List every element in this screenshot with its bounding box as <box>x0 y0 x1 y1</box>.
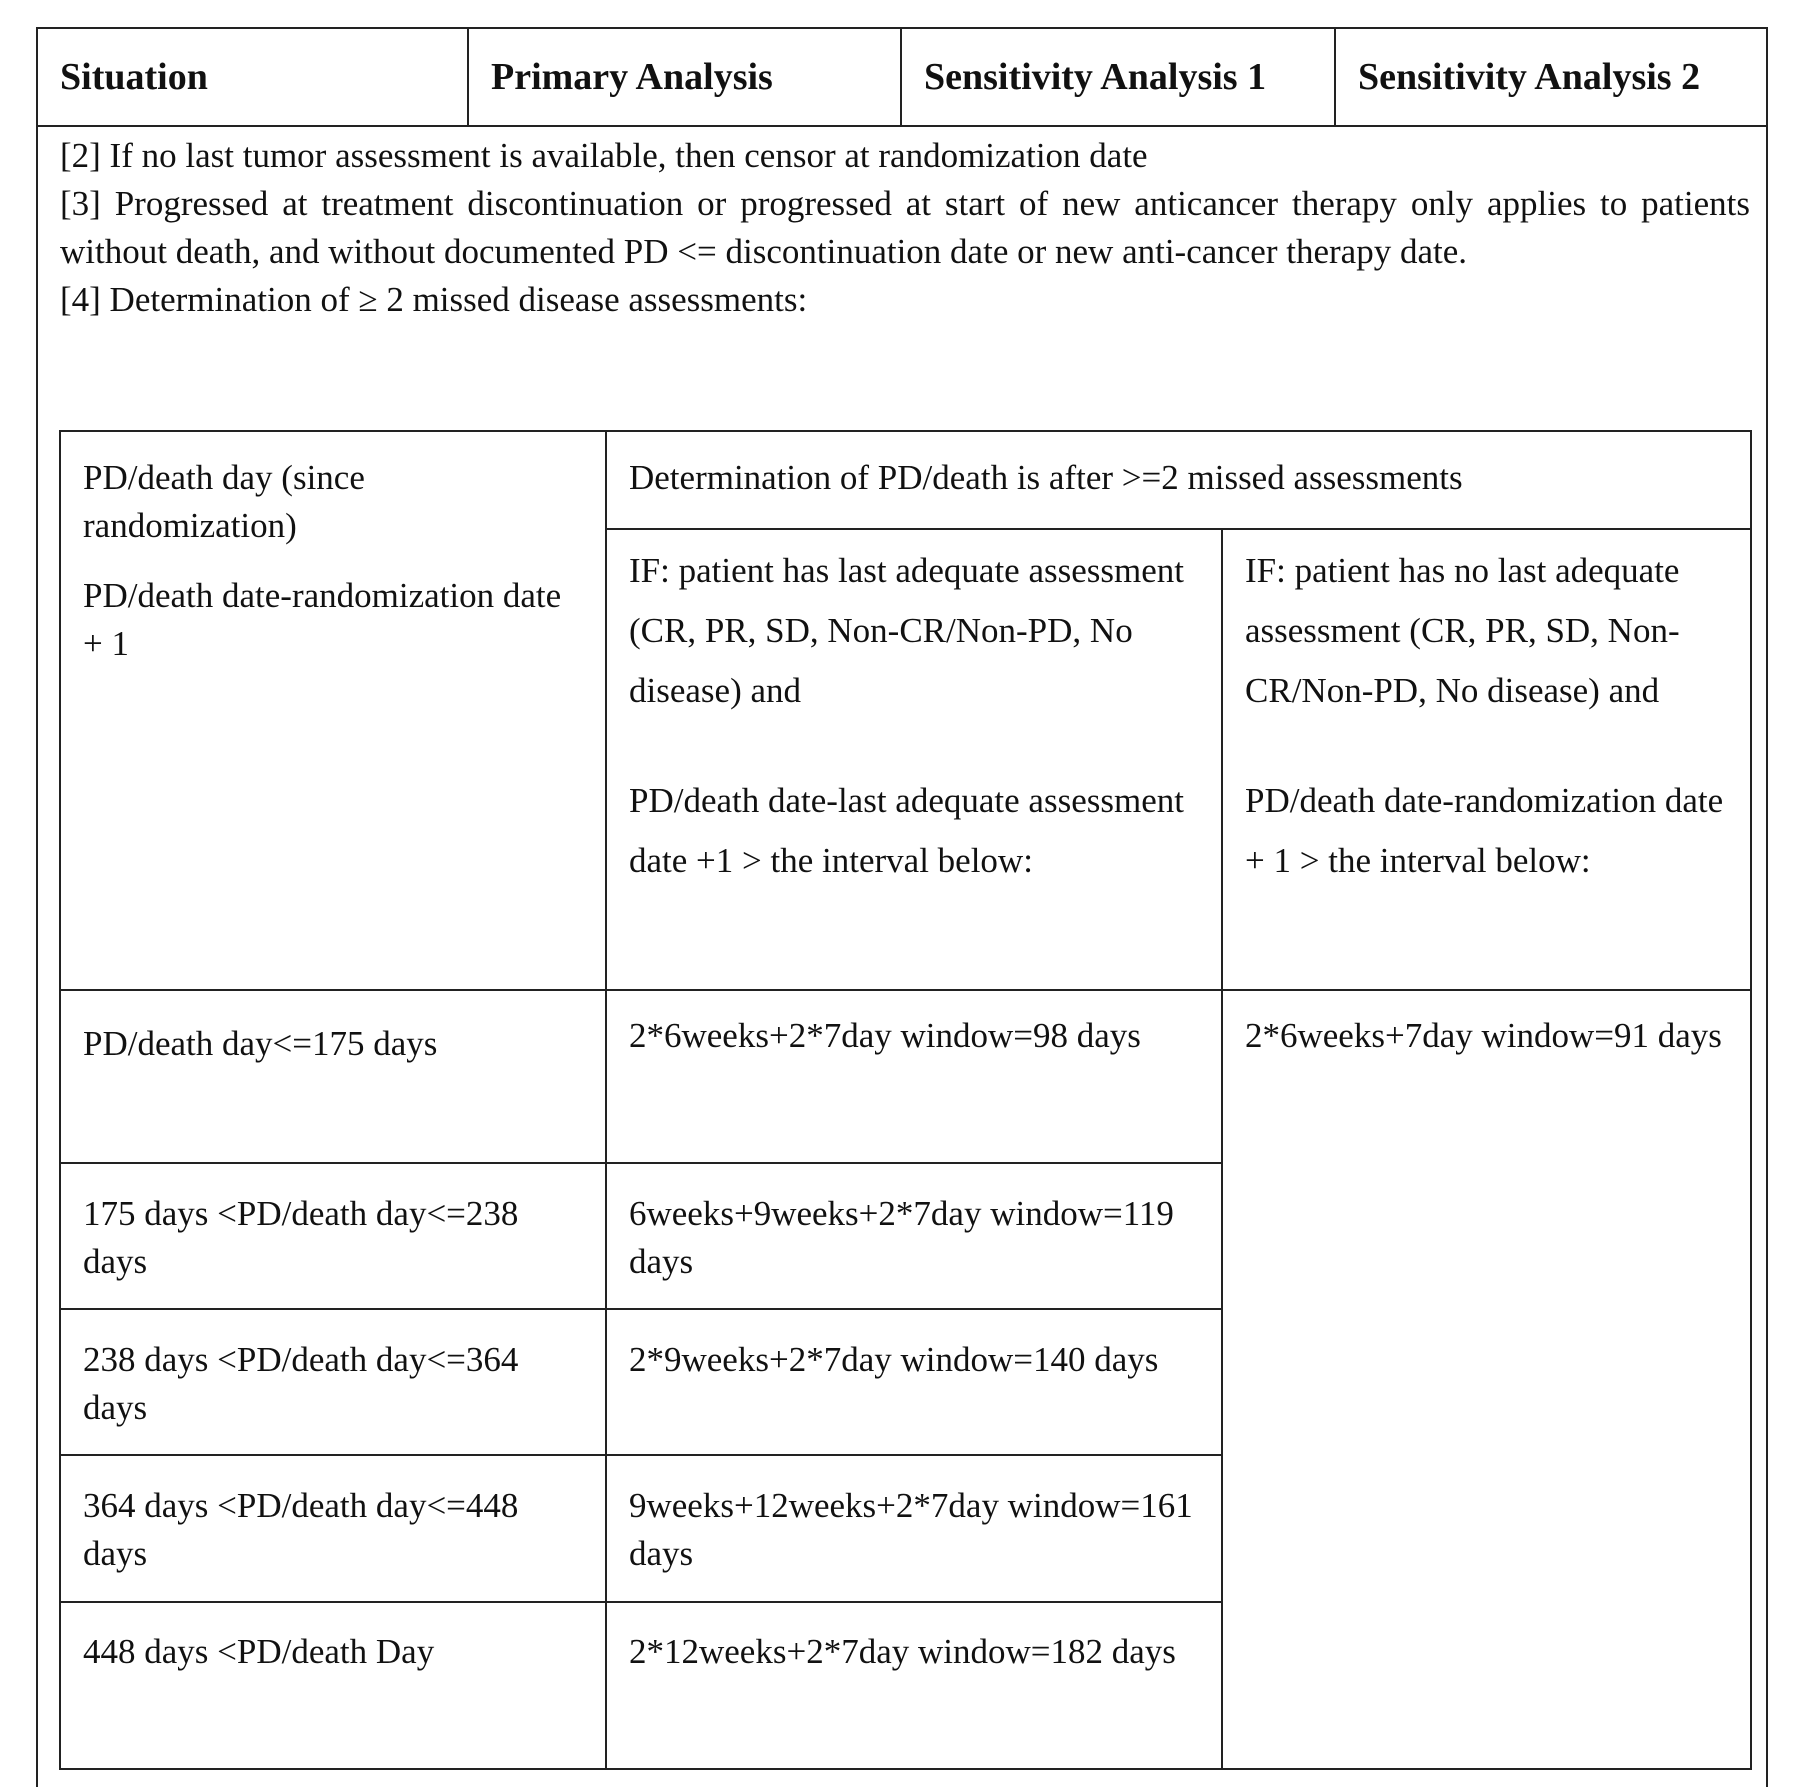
row-4-interval: 9weeks+12weeks+2*7day window=161 days <box>629 1486 1193 1573</box>
footnote-4: [4] Determination of ≥ 2 missed disease assessments: <box>60 280 808 319</box>
row-3-interval: 2*9weeks+2*7day window=140 days <box>629 1340 1159 1379</box>
outer-table <box>36 27 1768 1787</box>
no-last-assessment-condition <box>1223 541 1750 891</box>
row-1-interval: 2*6weeks+2*7day window=98 days <box>629 1016 1141 1055</box>
pd-day-header-line1: PD/death day (since randomization) <box>83 458 365 545</box>
footnotes <box>60 132 1750 324</box>
divider <box>61 989 1750 991</box>
divider <box>61 1454 1222 1456</box>
missed-assessment-table <box>59 430 1752 1770</box>
header-sensitivity-analysis-2: Sensitivity Analysis 2 <box>1358 56 1701 98</box>
no-last-assessment-condition-2: PD/death date-randomization date + 1 > the interval below: <box>1245 781 1724 880</box>
group-header: Determination of PD/death is after >=2 missed assessments <box>629 458 1463 497</box>
last-assessment-condition-2: PD/death date-last adequate assessment date +1 > the interval below: <box>629 781 1184 880</box>
footnote-2: [2] If no last tumor assessment is available, then censor at randomization date <box>60 136 1148 175</box>
no-last-assessment-condition-1: IF: patient has no last adequate assessment (CR, PR, SD, Non-CR/Non-PD, No disease) and <box>1245 551 1680 710</box>
pd-day-header-line2: PD/death date-randomization date + 1 <box>83 576 562 663</box>
row-2-day: 175 days <PD/death day<=238 days <box>83 1194 519 1281</box>
row-5-day: 448 days <PD/death Day <box>83 1632 435 1671</box>
row-1-day: PD/death day<=175 days <box>83 1024 438 1063</box>
no-assessment-interval: 2*6weeks+7day window=91 days <box>1245 1016 1722 1055</box>
row-5-interval: 2*12weeks+2*7day window=182 days <box>629 1632 1176 1671</box>
divider <box>61 1601 1222 1603</box>
header-sensitivity-analysis-1: Sensitivity Analysis 1 <box>902 29 1336 125</box>
row-3-day: 238 days <PD/death day<=364 days <box>83 1340 519 1427</box>
last-assessment-condition <box>607 541 1221 891</box>
header-situation: Situation <box>38 29 469 125</box>
divider <box>61 1308 1222 1310</box>
header-row <box>38 29 1766 127</box>
row-4-day: 364 days <PD/death day<=448 days <box>83 1486 519 1573</box>
footnote-3: [3] Progressed at treatment discontinuation or progressed at start of new anticancer therapy only applies to patients without death, and without documented PD <= discontinuation date or new anti-cancer therapy date. <box>60 184 1750 271</box>
last-assessment-condition-1: IF: patient has last adequate assessment (CR, PR, SD, Non-CR/Non-PD, No disease) and <box>629 551 1184 710</box>
header-primary-analysis: Primary Analysis <box>469 29 902 125</box>
divider <box>606 528 1750 530</box>
divider <box>61 1162 1222 1164</box>
pd-day-header <box>61 454 605 668</box>
row-2-interval: 6weeks+9weeks+2*7day window=119 days <box>629 1194 1174 1281</box>
